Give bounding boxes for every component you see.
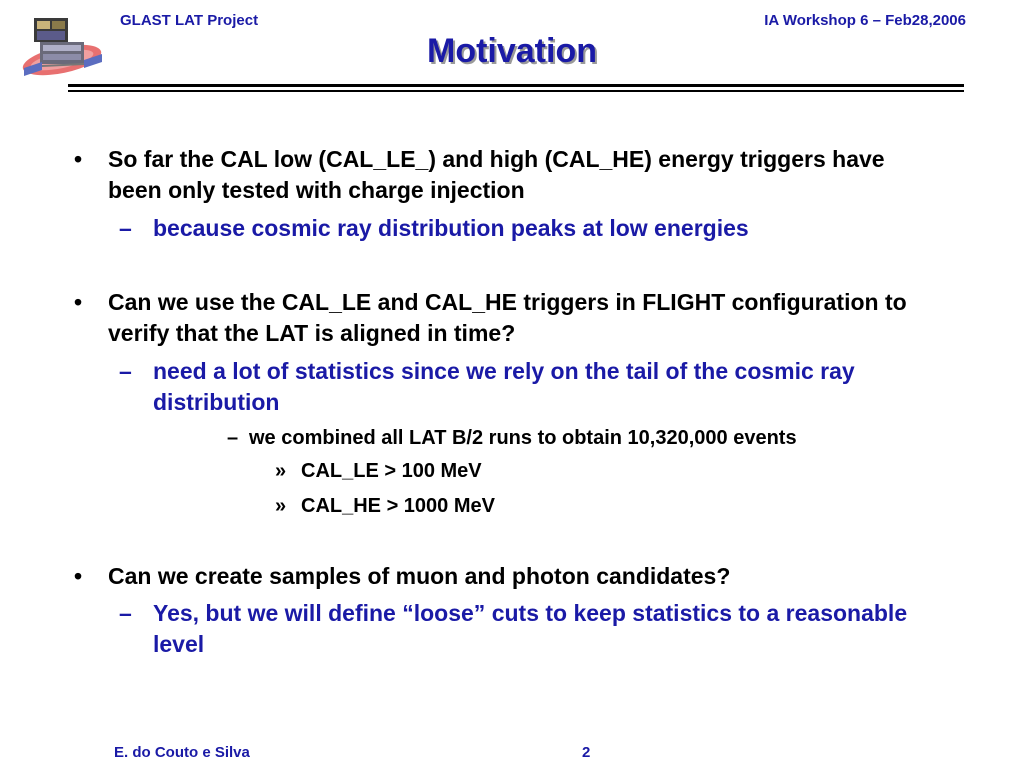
bullet-marker: •: [74, 289, 83, 315]
sub-sub-bullet-text: we combined all LAT B/2 runs to obtain 10,320,000 events: [249, 427, 797, 449]
header-event-date: IA Workshop 6 – Feb28,2006: [764, 12, 966, 29]
bullet-text: Can we create samples of muon and photon candidates?: [108, 563, 731, 589]
sub-bullet-cosmic-peaks: [119, 213, 953, 244]
sub-bullet-loose-cuts: [119, 598, 953, 660]
sub-bullet-text: because cosmic ray distribution peaks at low energies: [153, 215, 749, 241]
bullet-marker: •: [74, 146, 83, 172]
level4-bullet-marker: »: [275, 460, 287, 482]
sub-sub-bullet-combined-runs: [227, 424, 797, 452]
glast-satellite-logo-icon: [12, 10, 108, 86]
slide-title: Motivation: [427, 32, 597, 70]
header-project-name: GLAST LAT Project: [120, 12, 259, 29]
level4-bullet-cal-he: [275, 492, 495, 520]
bullet-marker: •: [74, 563, 83, 589]
footer-page-number: 2: [582, 744, 591, 761]
bullet-flight-config: [74, 287, 928, 349]
bullet-cal-triggers: [74, 144, 928, 206]
level4-bullet-text: CAL_LE > 100 MeV: [301, 460, 482, 482]
sub-bullet-statistics: [119, 356, 953, 418]
footer-author: E. do Couto e Silva: [114, 744, 250, 761]
level4-bullet-cal-le: [275, 457, 482, 485]
bullet-text: So far the CAL low (CAL_LE_) and high (CAL_HE) energy triggers have been only tested with charge injection: [108, 146, 885, 203]
sub-bullet-marker: –: [119, 358, 132, 384]
sub-sub-bullet-marker: –: [227, 427, 239, 449]
sub-bullet-marker: –: [119, 215, 132, 241]
sub-bullet-text: Yes, but we will define “loose” cuts to keep statistics to a reasonable level: [153, 600, 908, 657]
sub-bullet-text: need a lot of statistics since we rely on the tail of the cosmic ray distribution: [153, 358, 855, 415]
bullet-muon-photon: [74, 561, 928, 592]
title-rule-thick: [68, 84, 964, 87]
level4-bullet-marker: »: [275, 495, 287, 517]
level4-bullet-text: CAL_HE > 1000 MeV: [301, 495, 495, 517]
bullet-text: Can we use the CAL_LE and CAL_HE triggers in FLIGHT configuration to verify that the LAT is aligned in time?: [108, 289, 907, 346]
sub-bullet-marker: –: [119, 600, 132, 626]
title-rule-thin: [68, 90, 964, 92]
